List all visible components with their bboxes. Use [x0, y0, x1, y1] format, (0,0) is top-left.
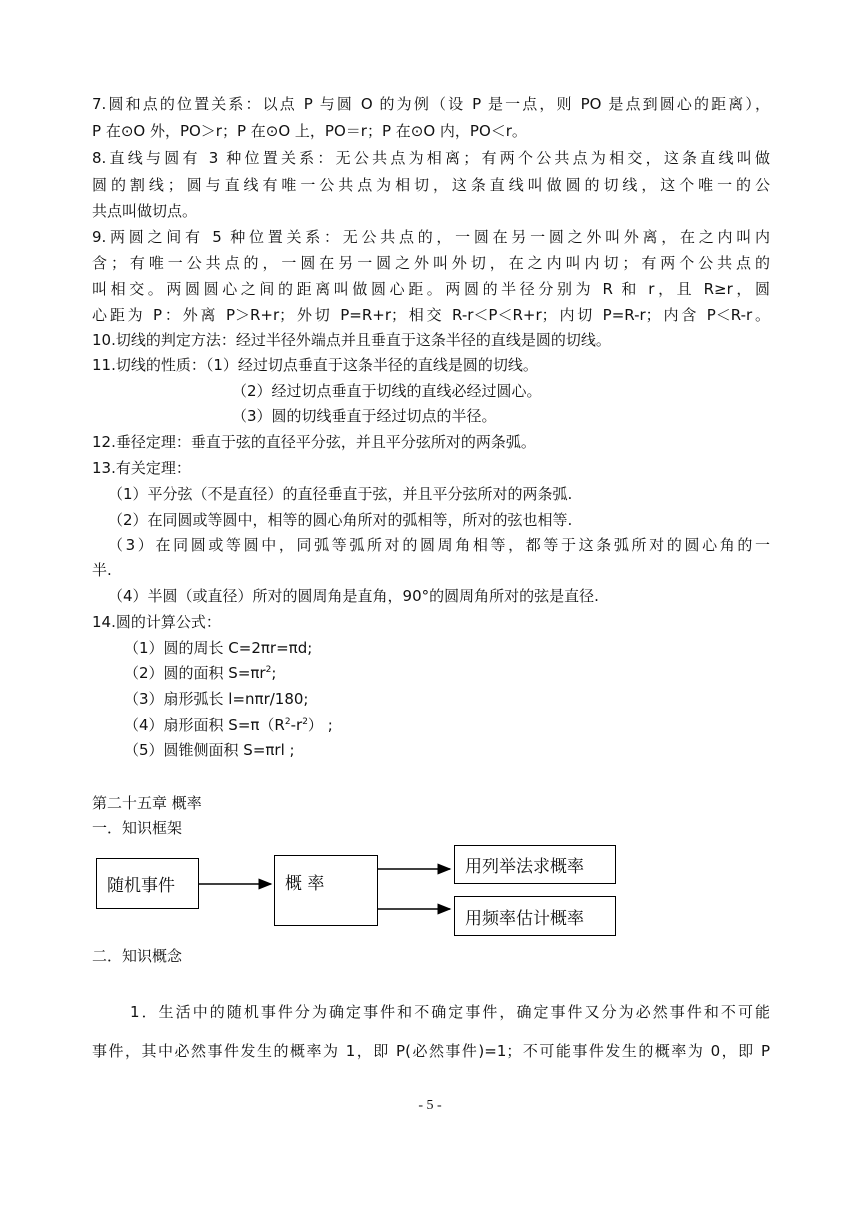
formula-line: （4）扇形面积 $S=\pi(R^2-r^2)$ ;	[124, 716, 333, 734]
text-line: （2）在同圆或等圆中，相等的圆心角所对的弧相等，所对的弦也相等.	[108, 511, 573, 529]
text-line: （1）平分弦（不是直径）的直径垂直于弦，并且平分弦所对的两条弧.	[108, 485, 573, 503]
text-line: 含；有唯一公共点的，一圆在另一圆之外叫外切，在之内叫内切；有两个公共点的	[92, 254, 770, 272]
text-line: （3）圆的切线垂直于经过切点的半径。	[232, 407, 497, 425]
text-line: 9.两圆之间有 5 种位置关系：无公共点的，一圆在另一圆之外叫外离，在之内叫内	[92, 228, 770, 246]
paragraph-line: 1．生活中的随机事件分为确定事件和不确定事件，确定事件又分为必然事件和不可能	[130, 1003, 770, 1021]
text-line: 半.	[92, 561, 112, 579]
chapter-title: 第二十五章 概率	[92, 794, 202, 812]
text-line: 14.圆的计算公式：	[92, 613, 221, 631]
formula-line: （2）圆的面积 $S=\pi r^2$;	[124, 664, 277, 682]
box-frequency-estimate: 用频率估计概率	[454, 896, 616, 936]
formula-line: （3）扇形弧长 l=nπr/180;	[124, 690, 309, 708]
text-line: （3）在同圆或等圆中，同弧等弧所对的圆周角相等，都等于这条弧所对的圆心角的一	[108, 536, 770, 554]
text-line: （4）半圆（或直径）所对的圆周角是直角，90°的圆周角所对的弦是直径.	[108, 587, 599, 605]
text-line: 7.圆和点的位置关系：以点 P 与圆 O 的为例（设 P 是一点，则 PO 是点到圆心的距离），	[92, 95, 770, 113]
box-enumeration-method: 用列举法求概率	[454, 845, 616, 884]
text-line: 8.直线与圆有 3 种位置关系：无公共点为相离；有两个公共点为相交，这条直线叫做	[92, 149, 770, 167]
text-line: 心距为 P：外离 P＞R+r；外切 P=R+r；相交 R-r＜P＜R+r；内切 P=R-r；内含 P＜R-r。	[92, 306, 770, 324]
text-line: 共点叫做切点。	[92, 202, 198, 220]
box-probability: 概 率	[274, 855, 378, 926]
page-number: - 5 -	[418, 1098, 442, 1113]
section-heading: 二．知识概念	[92, 947, 183, 965]
box-random-events: 随机事件	[96, 858, 199, 909]
text-line: （2）经过切点垂直于切线的直线必经过圆心。	[232, 382, 542, 400]
text-line: P 在⊙O 外，PO＞r；P 在⊙O 上，PO＝r；P 在⊙O 内，PO＜r。	[92, 122, 527, 140]
text-line: 12.垂径定理：垂直于弦的直径平分弦，并且平分弦所对的两条弧。	[92, 433, 536, 451]
section-heading: 一．知识框架	[92, 819, 183, 837]
text-line: 11.切线的性质：（1）经过切点垂直于这条半径的直线是圆的切线。	[92, 356, 538, 374]
text-line: 圆的割线；圆与直线有唯一公共点为相切，这条直线叫做圆的切线，这个唯一的公	[92, 176, 770, 194]
text-line: 叫相交。两圆圆心之间的距离叫做圆心距。两圆的半径分别为 R 和 r，且 R≥r，圆	[92, 280, 770, 298]
formula-line: （5）圆锥侧面积 S=πrl ;	[124, 741, 295, 759]
paragraph-line: 事件，其中必然事件发生的概率为 1，即 P(必然事件)=1；不可能事件发生的概率为 0，即 P	[92, 1042, 770, 1060]
text-line: 13.有关定理：	[92, 459, 191, 477]
formula-line: （1）圆的周长 C=2πr=πd;	[124, 639, 313, 657]
text-line: 10.切线的判定方法：经过半径外端点并且垂直于这条半径的直线是圆的切线。	[92, 331, 611, 349]
